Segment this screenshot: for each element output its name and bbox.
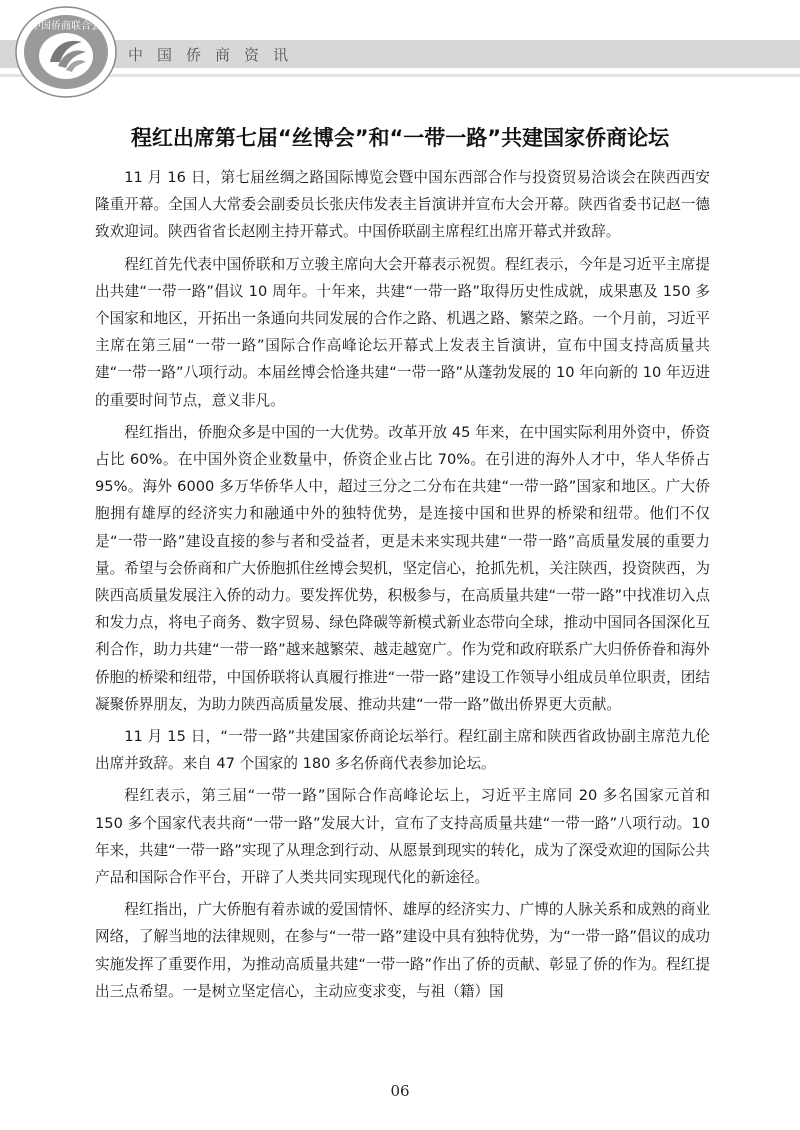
article-title: 程红出席第七届“丝博会”和“一带一路”共建国家侨商论坛 xyxy=(130,126,670,150)
paragraph-6: 程红指出，广大侨胞有着赤诚的爱国情怀、雄厚的经济实力、广博的人脉关系和成熟的商业网络，了解当地的法律规则，在参与“一带一路”建设中具有独特优势，为“一带一路”倡议的成功实施发挥了重要作用，为推动高质量共建“一带一路”作出了侨的贡献、彰显了侨的作为。程红提出三点希望。一是树立坚定信心，主动应变求变，与祖（籍）国 xyxy=(95,901,710,1000)
paragraph-1: 11 月 16 日，第七届丝绸之路国际博览会暨中国东西部合作与投资贸易洽谈会在陕西西安隆重开幕。全国人大常委会副委员长张庆伟发表主旨演讲并宣布大会开幕。陕西省委书记赵一德致欢迎词。陕西省省长赵刚主持开幕式。中国侨联副主席程红出席开幕式并致辞。 xyxy=(95,169,710,241)
logo-text: 中国侨商联合会 xyxy=(31,21,101,32)
section-title: 中国侨商资讯 xyxy=(128,46,303,64)
page-number: 06 xyxy=(390,1082,410,1100)
paragraph-2: 程红首先代表中国侨联和万立骏主席向大会开幕表示祝贺。程红表示，今年是习近平主席提出共建“一带一路”倡议 10 周年。十年来，共建“一带一路”取得历史性成就，成果惠及 150 多个国家和地区，开拓出一条通向共同发展的合作之路、机遇之路、繁荣之路。一个月前，习近平主席在第三届“一带一路”国际合作高峰论坛开幕式上发表主旨演讲，宣布中国支持高质量共建“一带一路”八项行动。本届丝博会恰逢共建“一带一路”从蓬勃发展的 10 年向新的 10 年迈进的重要时间节点，意义非凡。 xyxy=(95,255,710,409)
paragraph-3: 程红指出，侨胞众多是中国的一大优势。改革开放 45 年来，在中国实际利用外资中，侨资占比 60%。在中国外资企业数量中，侨资企业占比 70%。在引进的海外人才中，华人华侨占 95%。海外 6000 多万华侨华人中，超过三分之二分布在共建“一带一路”国家和地区。广大侨胞拥有雄厚的经济实力和融通中外的独特优势，是连接中国和世界的桥梁和纽带。他们不仅是“一带一路”建设直接的参与者和受益者，更是未来实现共建“一带一路”高质量发展的重要力量。希望与会侨商和广大侨胞抓住丝博会契机，坚定信心，抢抓先机，关注陕西，投资陕西，为陕西高质量发展注入侨的动力。要发挥优势，积极参与，在高质量共建“一带一路”中找准切入点和发力点，将电子商务、数字贸易、绿色降碳等新模式新业态带向全球，推动中国同各国深化互利合作，助力共建“一带一路”越来越繁荣、越走越宽广。作为党和政府联系广大归侨侨眷和海外侨胞的桥梁和纽带，中国侨联将认真履行推进“一带一路”建设工作领导小组成员单位职责，团结凝聚侨界朋友，为助力陕西高质量发展、推动共建“一带一路”做出侨界更大贡献。 xyxy=(95,423,710,713)
paragraph-5: 程红表示，第三届“一带一路”国际合作高峰论坛上，习近平主席同 20 多名国家元首和 150 多个国家代表共商“一带一路”发展大计，宣布了支持高质量共建“一带一路”八项行动。10 年来，共建“一带一路”实现了从理念到行动、从愿景到现实的转化，成为了深受欢迎的国际公共产品和国际合作平台，开辟了人类共同实现现代化的新途径。 xyxy=(95,787,710,887)
header-rule xyxy=(0,74,800,77)
header-bar xyxy=(0,40,800,68)
paragraph-4: 11 月 15 日，“一带一路”共建国家侨商论坛举行。程红副主席和陕西省政协副主席范九伦出席并致辞。来自 47 个国家的 180 多名侨商代表参加论坛。 xyxy=(95,728,710,773)
article-body xyxy=(95,164,710,1010)
org-logo-icon xyxy=(12,4,120,100)
